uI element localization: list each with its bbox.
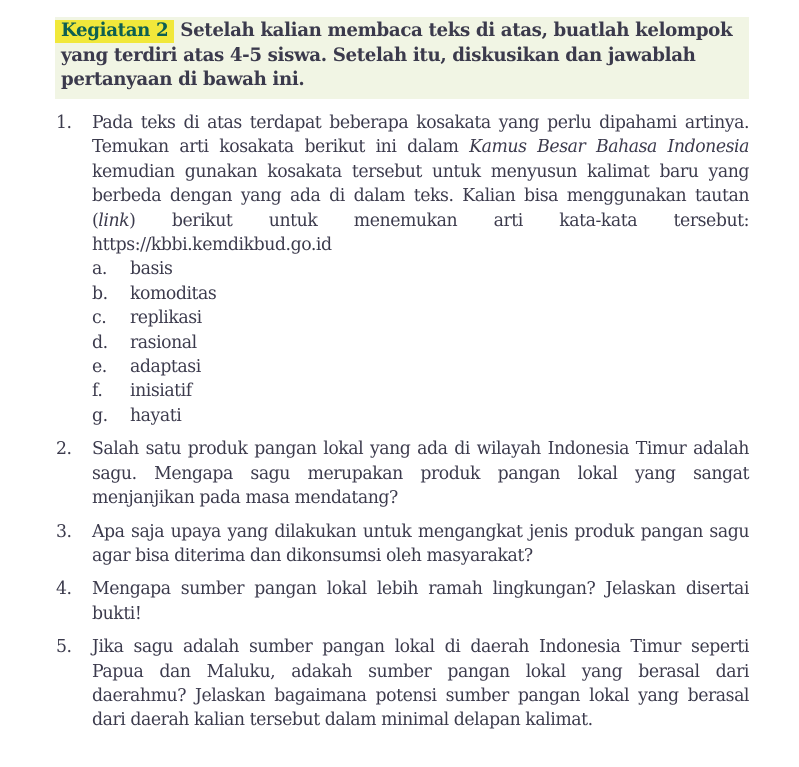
question-text-part: Pada teks di atas terdapat beberapa kosakata yang perlu dipahami artinya. Temukan arti kosakata berikut ini dalam [92,113,749,158]
question-list [56,111,749,742]
vocab-letter: f. [92,381,103,402]
vocab-word: adaptasi [130,357,201,378]
vocab-word: hayati [130,405,182,426]
vocab-list [92,257,749,428]
activity-label: Kegiatan 2 [55,20,174,43]
question-number: 4. [56,579,72,600]
question-text-part: kemudian gunakan kosakata tersebut untuk menyusun kalimat baru yang berbeda dengan yang ada di dalam teks. Kalian bisa menggunakan tautan ( [92,161,749,231]
link-term: link [98,210,130,231]
dictionary-title: Kamus Besar Bahasa Indonesia [469,137,749,158]
question-text: Jika sagu adalah sumber pangan lokal di daerah Indonesia Timur seperti Papua dan Maluku, adakah sumber pangan lokal yang berasal dari daerahmu? Jelaskan bagaimana potensi sumber pangan lokal yang berasal dari daerah kalian tersebut dalam minimal delapan kalimat. [92,637,749,731]
question-5 [56,635,749,733]
vocab-word: rasional [130,332,197,353]
vocab-item [92,379,749,403]
question-2 [56,437,749,510]
vocab-letter: e. [92,357,107,378]
vocab-letter: g. [92,405,108,426]
question-3 [56,520,749,569]
question-text: Salah satu produk pangan lokal yang ada di wilayah Indonesia Timur adalah sagu. Mengapa sagu merupakan produk pangan lokal yang sangat menjanjikan pada masa mendatang? [92,439,749,509]
question-4 [56,577,749,626]
question-text: Apa saja upaya yang dilakukan untuk mengangkat jenis produk pangan sagu agar bisa diterima dan dikonsumsi oleh masyarakat? [92,521,749,566]
activity-instruction: Setelah kalian membaca teks di atas, buatlah kelompok yang terdiri atas 4-5 siswa. Setelah itu, diskusikan dan jawablah pertanyaan di bawah ini. [61,20,733,90]
vocab-word: inisiatif [130,381,192,402]
vocab-item [92,404,749,428]
kbbi-url-text: ) berikut untuk menemukan arti kata-kata tersebut: https://kbbi.kemdikbud.go.id [92,210,749,256]
vocab-letter: b. [92,283,108,304]
activity-instruction-block [61,19,747,93]
question-number: 2. [56,439,72,460]
question-number: 1. [56,113,72,133]
vocab-letter: d. [92,332,108,353]
vocab-item [92,306,749,330]
vocab-item [92,282,749,306]
question-number: 3. [56,521,72,542]
vocab-word: komoditas [130,283,217,304]
vocab-word: basis [130,259,173,280]
question-text: Mengapa sumber pangan lokal lebih ramah lingkungan? Jelaskan disertai bukti! [92,579,749,624]
vocab-letter: a. [92,259,107,280]
question-number: 5. [56,637,72,658]
question-text [92,111,749,257]
vocab-letter: c. [92,308,107,329]
question-1 [56,111,749,428]
vocab-word: replikasi [130,308,202,329]
vocab-item [92,331,749,355]
vocab-item [92,355,749,379]
vocab-item [92,257,749,281]
